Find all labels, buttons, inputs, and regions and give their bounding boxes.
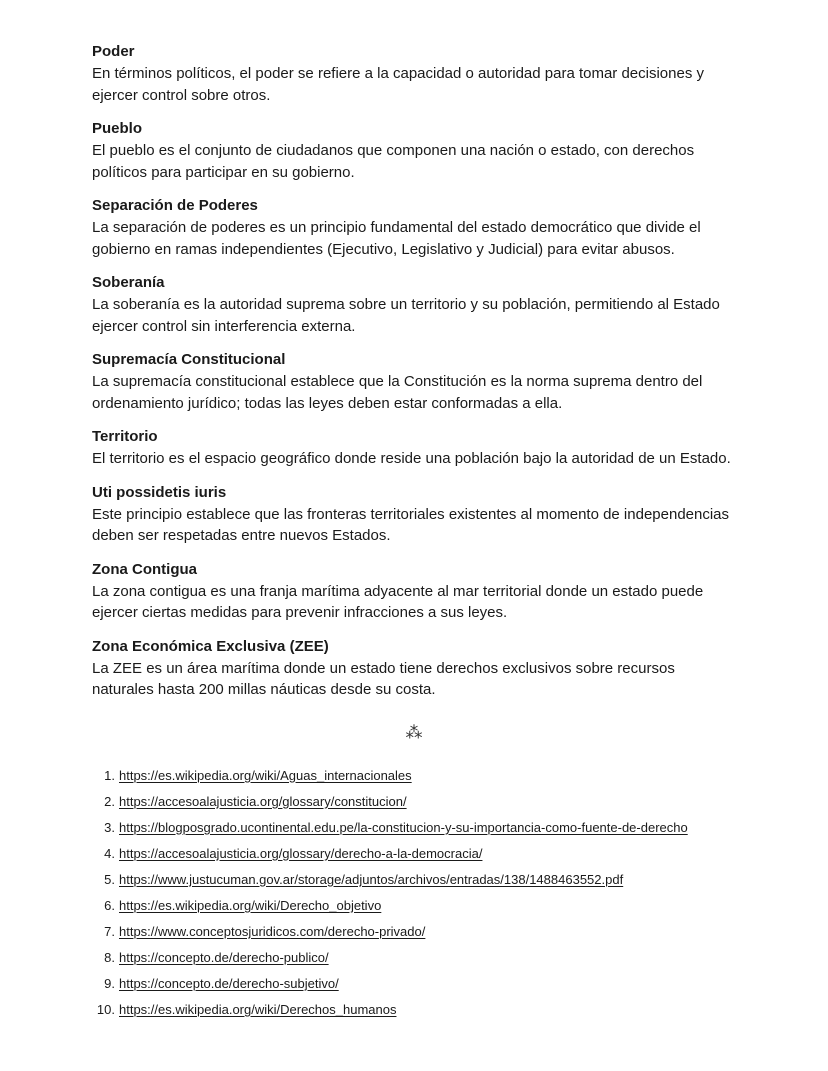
reference-link[interactable]: https://www.justucuman.gov.ar/storage/adjuntos/archivos/entradas/138/1488463552.pdf [119, 871, 624, 887]
reference-number: 7. [104, 923, 115, 939]
reference-number: 9. [104, 975, 115, 991]
reference-item [104, 841, 736, 867]
glossary-term: Zona Contigua [92, 560, 197, 578]
glossary-entry [92, 119, 736, 183]
glossary-definition: La zona contigua es una franja marítima adyacente al mar territorial donde un estado puede ejercer ciertas medidas para prevenir infracciones a sus leyes. [92, 582, 704, 621]
reference-number: 6. [104, 897, 115, 913]
glossary-entry [92, 637, 736, 701]
glossary-term: Uti possidetis iuris [92, 483, 227, 501]
glossary-entry [92, 350, 736, 414]
reference-item [104, 945, 736, 971]
reference-link[interactable]: https://es.wikipedia.org/wiki/Derecho_objetivo [119, 897, 382, 913]
reference-number: 5. [104, 871, 115, 887]
glossary-definition: Este principio establece que las fronteras territoriales existentes al momento de independencias deben ser respetadas entre nuevos Estados. [92, 505, 730, 544]
glossary-definition: La ZEE es un área marítima donde un estado tiene derechos exclusivos sobre recursos naturales hasta 200 millas náuticas desde su costa. [92, 659, 675, 698]
glossary-definition: La soberanía es la autoridad suprema sobre un territorio y su población, permitiendo al Estado ejercer control sin interferencia externa. [92, 296, 720, 335]
glossary-entry [92, 560, 736, 624]
glossary-definition: En términos políticos, el poder se refiere a la capacidad o autoridad para tomar decisiones y ejercer control sobre otros. [92, 65, 705, 104]
reference-link[interactable]: https://es.wikipedia.org/wiki/Derechos_humanos [119, 1001, 397, 1017]
reference-link[interactable]: https://es.wikipedia.org/wiki/Aguas_internacionales [119, 767, 412, 783]
glossary-term: Poder [92, 43, 135, 60]
glossary-section [92, 42, 736, 701]
asterism-separator: ⁂ [405, 722, 423, 742]
glossary-term: Separación de Poderes [92, 197, 258, 214]
glossary-definition: El territorio es el espacio geográfico donde reside una población bajo la autoridad de un Estado. [92, 450, 731, 467]
glossary-term: Territorio [92, 428, 158, 445]
reference-link[interactable]: https://accesoalajusticia.org/glossary/constitucion/ [119, 793, 407, 809]
reference-link[interactable]: https://concepto.de/derecho-publico/ [119, 949, 329, 965]
glossary-entry [92, 273, 736, 337]
reference-item [104, 971, 736, 997]
glossary-definition: La separación de poderes es un principio fundamental del estado democrático que divide el gobierno en ramas independientes (Ejecutivo, Legislativo y Judicial) para evitar abusos. [92, 219, 701, 258]
glossary-entry [92, 196, 736, 260]
reference-link[interactable]: https://www.conceptosjuridicos.com/derecho-privado/ [119, 923, 426, 939]
glossary-term: Zona Económica Exclusiva (ZEE) [92, 637, 329, 655]
reference-link[interactable]: https://accesoalajusticia.org/glossary/derecho-a-la-democracia/ [119, 845, 483, 861]
reference-item [104, 763, 736, 789]
glossary-term: Soberanía [92, 274, 165, 291]
reference-number: 2. [104, 793, 115, 809]
reference-number: 10. [96, 1001, 115, 1017]
reference-item [104, 919, 736, 945]
reference-link[interactable]: https://concepto.de/derecho-subjetivo/ [119, 975, 339, 991]
reference-item [96, 997, 736, 1023]
glossary-definition: La supremacía constitucional establece que la Constitución es la norma suprema dentro del ordenamiento jurídico; todas las leyes deben estar conformadas a ella. [92, 373, 703, 412]
reference-item [104, 893, 736, 919]
glossary-definition: El pueblo es el conjunto de ciudadanos que componen una nación o estado, con derechos políticos para participar en su gobierno. [92, 142, 695, 181]
reference-link[interactable]: https://blogposgrado.ucontinental.edu.pe/la-constitucion-y-su-importancia-como-fuente-de-derecho [119, 819, 688, 835]
reference-number: 4. [104, 845, 115, 861]
glossary-term: Pueblo [92, 120, 143, 137]
glossary-term: Supremacía Constitucional [92, 351, 286, 368]
references-list [92, 763, 736, 1023]
reference-item [104, 815, 736, 841]
glossary-entry [92, 42, 736, 106]
glossary-entry [92, 427, 736, 470]
glossary-entry [92, 483, 736, 547]
reference-number: 3. [104, 819, 115, 835]
reference-number: 1. [104, 767, 115, 783]
reference-item [104, 789, 736, 815]
reference-item [104, 867, 736, 893]
reference-number: 8. [104, 949, 115, 965]
